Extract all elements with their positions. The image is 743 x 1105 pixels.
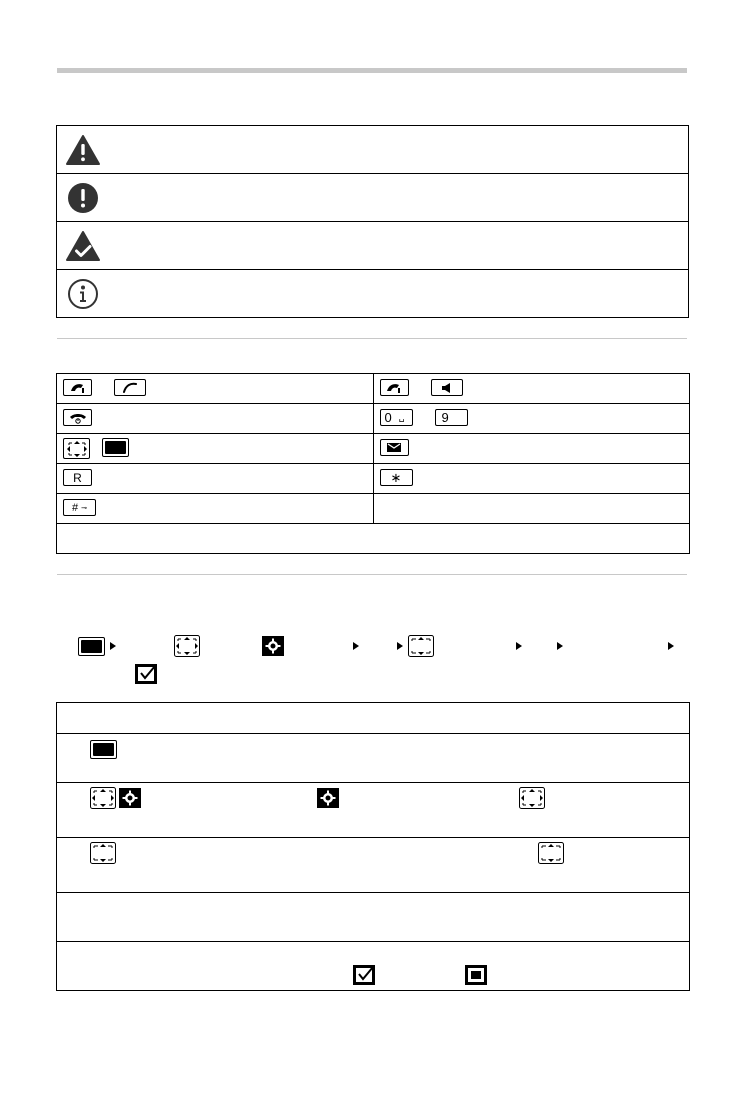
message-key-icon	[380, 439, 409, 456]
separator-line	[57, 574, 687, 575]
digit-0-key	[380, 409, 413, 426]
talk-key-icon	[380, 379, 409, 396]
info-icon	[65, 278, 101, 310]
step-row	[57, 734, 689, 783]
control-updown-icon	[408, 635, 434, 662]
important-exclamation-icon	[65, 182, 101, 214]
arrow-right-icon	[668, 642, 674, 650]
warning-triangle-icon	[65, 134, 101, 166]
gear-icon	[262, 636, 284, 661]
arrow-right-icon	[557, 642, 563, 650]
hash-key-icon	[63, 499, 96, 516]
symbol-row-warning	[57, 126, 688, 174]
separator-line	[57, 338, 687, 339]
control-key-icon	[519, 787, 545, 814]
space-symbol: ␣	[398, 412, 405, 422]
display-key-icon	[102, 438, 129, 457]
key-row	[57, 494, 689, 524]
key-row	[57, 404, 689, 434]
key-row	[57, 434, 689, 464]
step-row	[57, 893, 689, 942]
digit-9-key	[435, 409, 468, 426]
star-key-icon	[380, 469, 413, 486]
arrow-right-icon	[110, 642, 116, 650]
steps-header-row	[57, 703, 689, 734]
page-header-bar	[57, 68, 687, 73]
recall-key-icon	[63, 469, 92, 486]
steps-table	[56, 702, 690, 991]
star-label: ∗	[390, 469, 402, 485]
symbol-row-information	[57, 270, 688, 317]
handsfree-talk-icon	[114, 379, 146, 396]
step-row	[57, 783, 689, 838]
speaker-key-icon	[431, 379, 463, 396]
hash-sub-label: ⊸	[81, 504, 87, 512]
symbol-row-requirement	[57, 222, 688, 270]
arrow-right-icon	[353, 642, 359, 650]
key-row	[57, 464, 689, 494]
key-row	[57, 374, 689, 404]
key-legend-table	[56, 373, 690, 554]
arrow-right-icon	[516, 642, 522, 650]
digit-0-label: 0	[384, 410, 392, 425]
control-updown-icon	[90, 842, 116, 869]
step-row	[57, 942, 689, 990]
display-key-icon	[78, 637, 105, 656]
arrow-right-icon	[397, 642, 403, 650]
control-key-icon	[63, 438, 90, 459]
symbol-legend-table	[56, 125, 689, 318]
end-call-key-icon	[63, 409, 92, 426]
step-row	[57, 838, 689, 893]
check-triangle-icon	[65, 230, 101, 262]
checkbox-checked-icon	[353, 965, 375, 990]
symbol-row-important	[57, 174, 688, 222]
gear-icon	[317, 788, 339, 813]
gear-icon	[119, 788, 141, 813]
control-key-icon	[174, 635, 200, 662]
hash-label: #	[72, 501, 79, 514]
checkbox-unchecked-icon	[465, 965, 487, 990]
control-key-icon	[90, 787, 116, 814]
display-key-icon	[90, 740, 117, 759]
control-updown-icon	[538, 842, 564, 869]
key-row	[57, 524, 689, 553]
checkbox-checked-icon	[135, 664, 157, 689]
digit-9-label: 9	[441, 410, 449, 425]
recall-label: R	[73, 470, 82, 485]
talk-key-icon	[63, 379, 92, 396]
